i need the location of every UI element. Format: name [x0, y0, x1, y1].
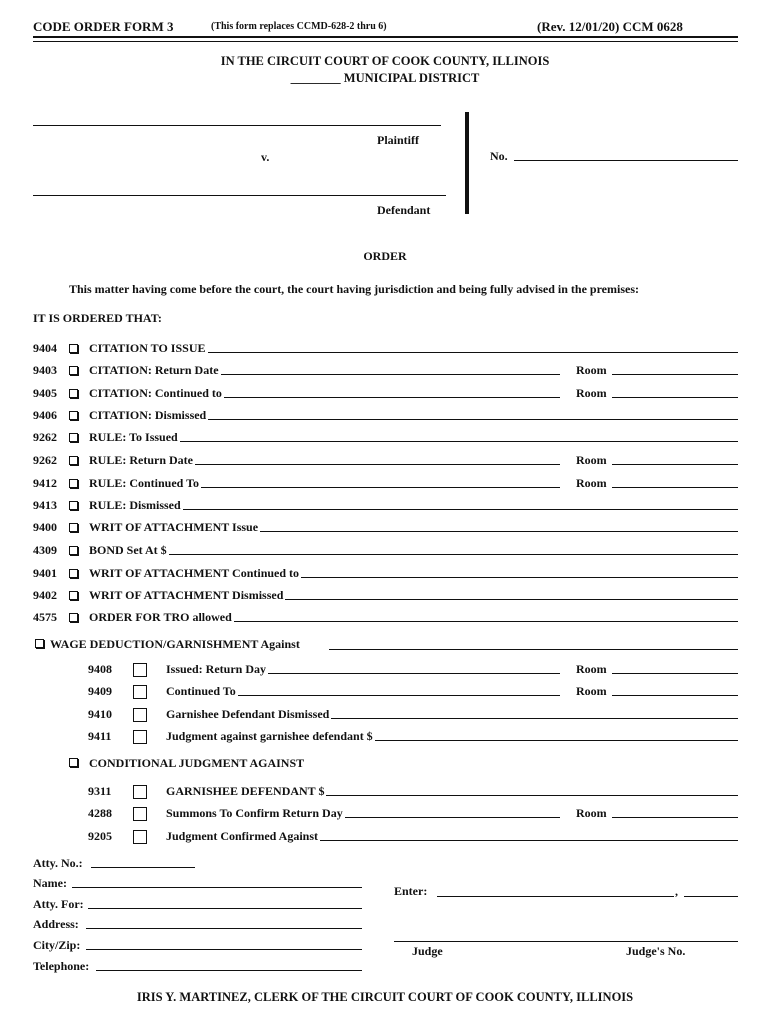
- room-field[interactable]: [612, 487, 738, 488]
- telephone-label: Telephone:: [33, 959, 90, 973]
- wage-item-code: 9411: [88, 729, 112, 743]
- item-label: WRIT OF ATTACHMENT Dismissed: [89, 588, 284, 602]
- item-label: CITATION: Return Date: [89, 363, 219, 377]
- order-preamble: This matter having come before the court, the court having jurisdiction and being fully advised in the premises:: [69, 282, 639, 296]
- name-field[interactable]: [72, 887, 362, 888]
- item-fill-field[interactable]: [285, 599, 738, 600]
- room-label: Room: [576, 662, 607, 676]
- form-name: CODE ORDER FORM 3: [33, 19, 174, 34]
- defendant-label: Defendant: [377, 203, 431, 217]
- item-fill-field[interactable]: [375, 740, 738, 741]
- wage-item-code: 9408: [88, 662, 112, 676]
- item-fill-field[interactable]: [221, 374, 560, 375]
- it-is-ordered: IT IS ORDERED THAT:: [33, 311, 162, 325]
- cond-item-checkbox[interactable]: [133, 830, 147, 844]
- room-label: Room: [576, 806, 607, 820]
- cond-item-checkbox[interactable]: [133, 785, 147, 799]
- district-line: ________ MUNICIPAL DISTRICT: [290, 71, 480, 85]
- atty-for-label: Atty. For:: [33, 897, 84, 911]
- cond-item-label: Summons To Confirm Return Day: [166, 806, 343, 820]
- wage-item-checkbox[interactable]: [133, 685, 147, 699]
- item-checkbox[interactable]: [69, 456, 78, 465]
- atty-no-label: Atty. No.:: [33, 856, 83, 870]
- room-label: Room: [576, 476, 607, 490]
- item-fill-field[interactable]: [169, 554, 738, 555]
- atty-no-field[interactable]: [91, 867, 195, 868]
- item-checkbox[interactable]: [69, 389, 78, 398]
- wage-item-label: Issued: Return Day: [166, 662, 267, 676]
- cond-item-checkbox[interactable]: [133, 807, 147, 821]
- item-fill-field[interactable]: [180, 441, 738, 442]
- item-fill-field[interactable]: [224, 397, 560, 398]
- wage-item-label: Garnishee Defendant Dismissed: [166, 707, 330, 721]
- item-checkbox[interactable]: [69, 344, 78, 353]
- item-code: 9406: [33, 408, 57, 422]
- item-code: 9400: [33, 520, 57, 534]
- enter-label: Enter:: [394, 884, 428, 898]
- order-title: ORDER: [363, 249, 407, 263]
- name-label: Name:: [33, 876, 67, 890]
- room-field[interactable]: [612, 817, 738, 818]
- item-code: 9413: [33, 498, 57, 512]
- wage-item-label: Judgment against garnishee defendant $: [166, 729, 373, 743]
- item-label: CITATION: Continued to: [89, 386, 222, 400]
- judge-label: Judge: [412, 944, 443, 958]
- item-checkbox[interactable]: [69, 411, 78, 420]
- cond-item-label: Judgment Confirmed Against: [166, 829, 319, 843]
- address-label: Address:: [33, 917, 79, 931]
- wage-item-checkbox[interactable]: [133, 663, 147, 677]
- versus-label: v.: [261, 150, 270, 164]
- court-name: IN THE CIRCUIT COURT OF COOK COUNTY, ILLINOIS: [220, 54, 550, 68]
- item-checkbox[interactable]: [69, 501, 78, 510]
- revision-code: (Rev. 12/01/20) CCM 0628: [537, 19, 683, 34]
- item-code: 9404: [33, 341, 57, 355]
- room-label: Room: [576, 453, 607, 467]
- item-code: 4309: [33, 543, 57, 557]
- item-fill-field[interactable]: [201, 487, 560, 488]
- conditional-judgment-label: CONDITIONAL JUDGMENT AGAINST: [89, 756, 305, 770]
- cond-item-code: 4288: [88, 806, 112, 820]
- plaintiff-label: Plaintiff: [377, 133, 419, 147]
- item-code: 9401: [33, 566, 57, 580]
- item-checkbox[interactable]: [69, 433, 78, 442]
- item-checkbox[interactable]: [69, 613, 78, 622]
- item-fill-field[interactable]: [195, 464, 560, 465]
- item-fill-field[interactable]: [208, 419, 738, 420]
- item-code: 9405: [33, 386, 57, 400]
- cond-item-code: 9205: [88, 829, 112, 843]
- item-fill-field[interactable]: [331, 718, 738, 719]
- enter-date-field[interactable]: [437, 896, 674, 897]
- item-fill-field[interactable]: [260, 531, 738, 532]
- item-code: 9403: [33, 363, 57, 377]
- caption-divider: [465, 112, 469, 214]
- case-no-field[interactable]: [514, 160, 738, 161]
- item-fill-field[interactable]: [301, 577, 738, 578]
- item-label: RULE: Continued To: [89, 476, 200, 490]
- wage-deduction-field[interactable]: [329, 649, 738, 650]
- wage-item-label: Continued To: [166, 684, 236, 698]
- replaces-note: (This form replaces CCMD-628-2 thru 6): [211, 21, 387, 32]
- item-label: BOND Set At $: [89, 543, 167, 557]
- clerk-footer: IRIS Y. MARTINEZ, CLERK OF THE CIRCUIT COURT OF COOK COUNTY, ILLINOIS: [136, 990, 634, 1004]
- plaintiff-field[interactable]: [33, 125, 441, 126]
- item-fill-field[interactable]: [320, 840, 738, 841]
- conditional-judgment-checkbox[interactable]: [69, 758, 78, 767]
- wage-item-checkbox[interactable]: [133, 730, 147, 744]
- room-field[interactable]: [612, 695, 738, 696]
- item-code: 9402: [33, 588, 57, 602]
- item-checkbox[interactable]: [69, 591, 78, 600]
- atty-for-field[interactable]: [88, 908, 362, 909]
- wage-item-checkbox[interactable]: [133, 708, 147, 722]
- item-fill-field[interactable]: [183, 509, 738, 510]
- item-code: 9262: [33, 430, 57, 444]
- wage-deduction-label: WAGE DEDUCTION/GARNISHMENT Against: [50, 637, 300, 651]
- item-fill-field[interactable]: [326, 795, 738, 796]
- room-label: Room: [576, 363, 607, 377]
- wage-deduction-checkbox[interactable]: [35, 639, 44, 648]
- item-fill-field[interactable]: [345, 817, 560, 818]
- room-field[interactable]: [612, 397, 738, 398]
- defendant-field[interactable]: [33, 195, 446, 196]
- item-fill-field[interactable]: [208, 352, 738, 353]
- city-zip-label: City/Zip:: [33, 938, 81, 952]
- room-field[interactable]: [612, 673, 738, 674]
- item-checkbox[interactable]: [69, 366, 78, 375]
- judge-signature-field[interactable]: [394, 941, 738, 942]
- item-code: 9412: [33, 476, 57, 490]
- item-checkbox[interactable]: [69, 479, 78, 488]
- header-rule-thick: [33, 36, 738, 38]
- item-fill-field[interactable]: [234, 621, 738, 622]
- header-rule-thin: [33, 41, 738, 42]
- wage-item-code: 9410: [88, 707, 112, 721]
- item-label: WRIT OF ATTACHMENT Continued to: [89, 566, 300, 580]
- city-zip-field[interactable]: [86, 949, 362, 950]
- address-field[interactable]: [86, 928, 362, 929]
- judge-no-label: Judge's No.: [626, 944, 686, 958]
- telephone-field[interactable]: [96, 970, 362, 971]
- enter-comma: ,: [675, 884, 678, 898]
- item-label: RULE: Dismissed: [89, 498, 181, 512]
- item-checkbox[interactable]: [69, 546, 78, 555]
- item-label: RULE: To Issued: [89, 430, 178, 444]
- room-field[interactable]: [612, 374, 738, 375]
- wage-item-code: 9409: [88, 684, 112, 698]
- item-fill-field[interactable]: [238, 695, 560, 696]
- case-no-label: No.: [490, 149, 508, 163]
- item-checkbox[interactable]: [69, 523, 78, 532]
- item-label: CITATION: Dismissed: [89, 408, 207, 422]
- item-label: CITATION TO ISSUE: [89, 341, 206, 355]
- item-code: 9262: [33, 453, 57, 467]
- room-field[interactable]: [612, 464, 738, 465]
- cond-item-code: 9311: [88, 784, 112, 798]
- cond-item-label: GARNISHEE DEFENDANT $: [166, 784, 325, 798]
- room-label: Room: [576, 386, 607, 400]
- item-label: RULE: Return Date: [89, 453, 193, 467]
- item-label: WRIT OF ATTACHMENT Issue: [89, 520, 259, 534]
- room-label: Room: [576, 684, 607, 698]
- item-code: 4575: [33, 610, 57, 624]
- item-label: ORDER FOR TRO allowed: [89, 610, 232, 624]
- item-checkbox[interactable]: [69, 569, 78, 578]
- enter-year-field[interactable]: [684, 896, 738, 897]
- item-fill-field[interactable]: [268, 673, 560, 674]
